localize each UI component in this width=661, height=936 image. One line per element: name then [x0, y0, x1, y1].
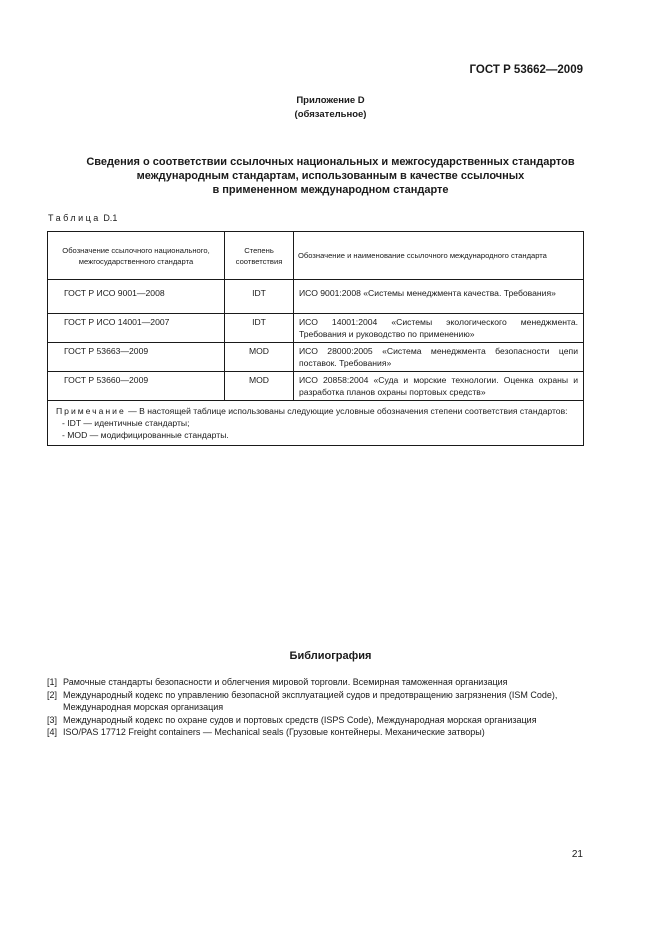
national-standard-cell: ГОСТ Р 53663—2009 [48, 343, 225, 372]
degree-cell: MOD [225, 372, 294, 401]
table-row [48, 314, 584, 343]
international-standard-cell: ИСО 9001:2008 «Системы менеджмента качества. Требования» [294, 280, 584, 314]
appendix-title-line: международным стандартам, использованным в качестве ссылочных [136, 170, 525, 182]
bibliography-number: [1] [47, 677, 58, 687]
bibliography-list [47, 676, 587, 739]
bibliography-item [47, 676, 587, 688]
table-note-paragraph [56, 405, 577, 417]
degree-cell: IDT [225, 314, 294, 343]
international-standard-cell: ИСО 14001:2004 «Системы экологического менеджмента. Требования и руководство по применению» [294, 314, 584, 343]
table-caption [48, 213, 117, 223]
bibliography-number: [4] [47, 727, 58, 738]
page-number: 21 [571, 849, 583, 860]
appendix-title-line: в примененном международном стандарте [212, 184, 449, 196]
column-header-international: Обозначение и наименование ссылочного международного стандарта [294, 232, 584, 280]
note-text: — В настоящей таблице использованы следующие условные обозначения степени соответствия стандартов: [128, 406, 568, 416]
table-note [48, 401, 584, 446]
national-standard-cell: ГОСТ Р ИСО 14001—2007 [48, 314, 225, 343]
note-label: Примечание [56, 406, 126, 416]
bibliography-item [47, 714, 587, 726]
degree-cell: MOD [225, 343, 294, 372]
national-standard-cell: ГОСТ Р 53660—2009 [48, 372, 225, 401]
bibliography-item [47, 726, 587, 738]
international-standard-cell: ИСО 20858:2004 «Суда и морские технологии. Оценка охраны и разработка планов охраны портовых средств» [294, 372, 584, 401]
national-standard-cell: ГОСТ Р ИСО 9001—2008 [48, 280, 225, 314]
table-note-row [48, 401, 584, 446]
appendix-heading [0, 94, 661, 122]
bibliography-text: Международный кодекс по управлению безопасной эксплуатацией судов и предотвращению загрязнения (ISM Code), Международная морская организация [63, 689, 558, 712]
column-header-degree: Степень соответствия [225, 232, 294, 280]
bibliography-number: [3] [47, 714, 58, 725]
bibliography-item [47, 689, 587, 713]
column-header-national: Обозначение ссылочного национального, межгосударственного стандарта [48, 232, 225, 280]
table-header-row [48, 232, 584, 280]
correspondence-table [47, 231, 584, 446]
table-row [48, 372, 584, 401]
note-list-item: - IDT — идентичные стандарты; [62, 418, 190, 428]
international-standard-cell: ИСО 28000:2005 «Система менеджмента безопасности цепи поставок. Требования» [294, 343, 584, 372]
table-caption-number: D.1 [103, 213, 118, 223]
bibliography-text: ISO/PAS 17712 Freight containers — Mechanical seals (Грузовые контейнеры. Механические затворы) [63, 727, 485, 738]
table-row [48, 343, 584, 372]
table-row [48, 280, 584, 314]
appendix-title [40, 155, 621, 197]
bibliography-text: Международный кодекс по охране судов и портовых средств (ISPS Code), Международная морская организация [63, 714, 537, 725]
appendix-title-line: Сведения о соответствии ссылочных национальных и межгосударственных стандартов [86, 156, 575, 168]
appendix-status: (обязательное) [294, 109, 367, 120]
bibliography-title: Библиография [289, 650, 372, 662]
degree-cell: IDT [225, 280, 294, 314]
table-caption-label: Таблица [48, 213, 101, 223]
appendix-label: Приложение D [296, 95, 365, 106]
bibliography-number: [2] [47, 689, 58, 700]
standard-code-header: ГОСТ Р 53662—2009 [469, 64, 583, 76]
bibliography-text: Рамочные стандарты безопасности и облегчения мировой торговли. Всемирная таможенная организация [63, 677, 508, 687]
note-list-item: - MOD — модифицированные стандарты. [62, 430, 229, 440]
